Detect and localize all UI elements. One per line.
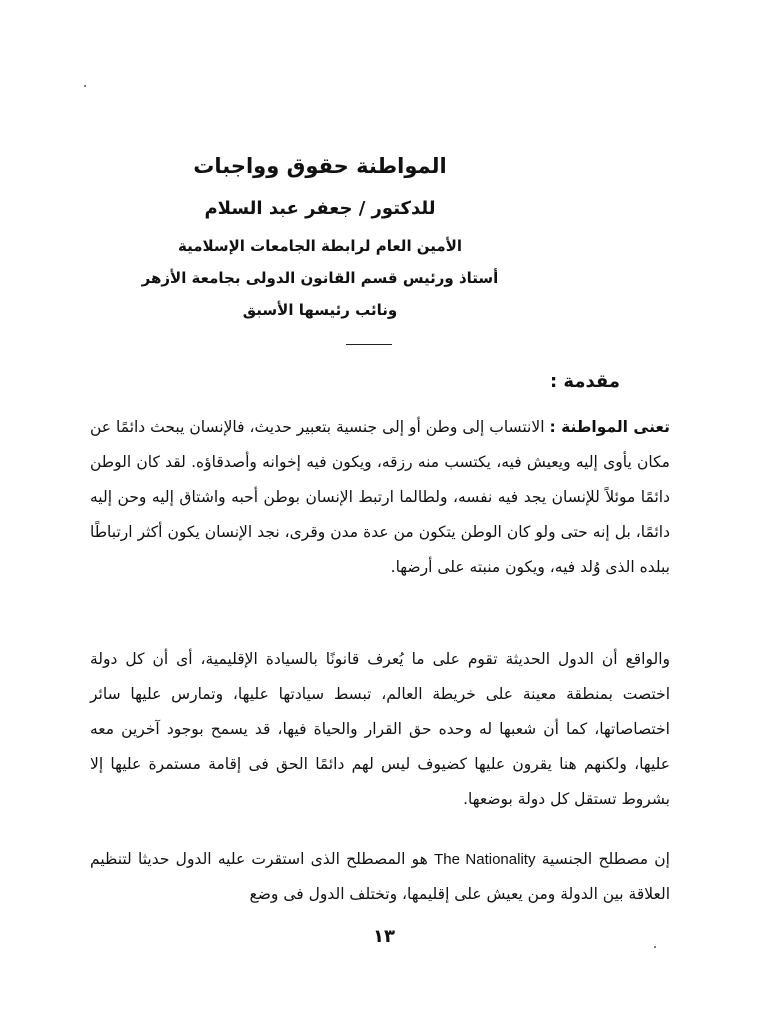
author-role-3: ونائب رئيسها الأسبق (242, 301, 398, 319)
paragraph-1-text: الانتساب إلى وطن أو إلى جنسية بتعبير حديث، فالإنسان يبحث دائمًا عن مكان يأوى إليه ويعيش فيه، يكتسب منه رزقه، ويكون فيه إخوانه وأصدقاؤه. لقد كان الوطن دائمًا موئلاً للإنسان يجد فيه نفسه، ولطالما ارتبط الإنسان بوطن أحبه واشتاق إليه وحن إليه دائمًا، بل إنه حتى ولو كان الوطن يتكون من عدة مدن وقرى، نجد الإنسان يكون أكثر ارتباطًا ببلده الذى وُلد فيه، ويكون منبته على أرضها. (90, 418, 670, 576)
paragraph-1 (90, 410, 670, 585)
page-number: ١٣ (373, 926, 395, 947)
paragraph-3 (90, 842, 670, 912)
paragraph-1-lead: تعنى المواطنة : (549, 418, 670, 436)
author-role-2: أستاذ ورئيس قسم القانون الدولى بجامعة الأزهر (141, 269, 499, 287)
paragraph-2 (90, 642, 670, 817)
scan-speck (84, 85, 86, 87)
section-heading: مقدمة : (549, 371, 620, 392)
author-role-1: الأمين العام لرابطة الجامعات الإسلامية (177, 237, 463, 255)
paragraph-3-before: إن مصطلح الجنسية (541, 850, 670, 868)
author-line: للدكتور / جعفر عبد السلام (204, 198, 436, 219)
paragraph-2-text: والواقع أن الدول الحديثة تقوم على ما يُعرف قانونًا بالسيادة الإقليمية، أى أن كل دولة اختصت بمنطقة معينة على خريطة العالم، تبسط سيادتها عليها، وتمارس عليها سائر اختصاصاتها، كما أن شعبها له وحده حق القرار والحياة فيها، قد يسمح بوجود آخرين معه عليها، ولكنهم هنا يقرون عليها كضيوف ليس لهم دائمًا الحق فى إقامة مستمرة عليها إلا بشروط تستقل كل دولة بوضعها. (90, 650, 670, 808)
scan-speck (654, 946, 656, 948)
paragraph-3-after: هو المصطلح الذى استقرت عليه الدول حديثا لتنظيم العلاقة بين الدولة ومن يعيش على إقليمها، وتختلف الدول فى وضع (90, 850, 670, 903)
article-header (120, 150, 520, 326)
header-divider (346, 344, 392, 345)
article-title: المواطنة حقوق وواجبات (193, 154, 447, 178)
paragraph-3-english-term: The Nationality (434, 851, 536, 868)
